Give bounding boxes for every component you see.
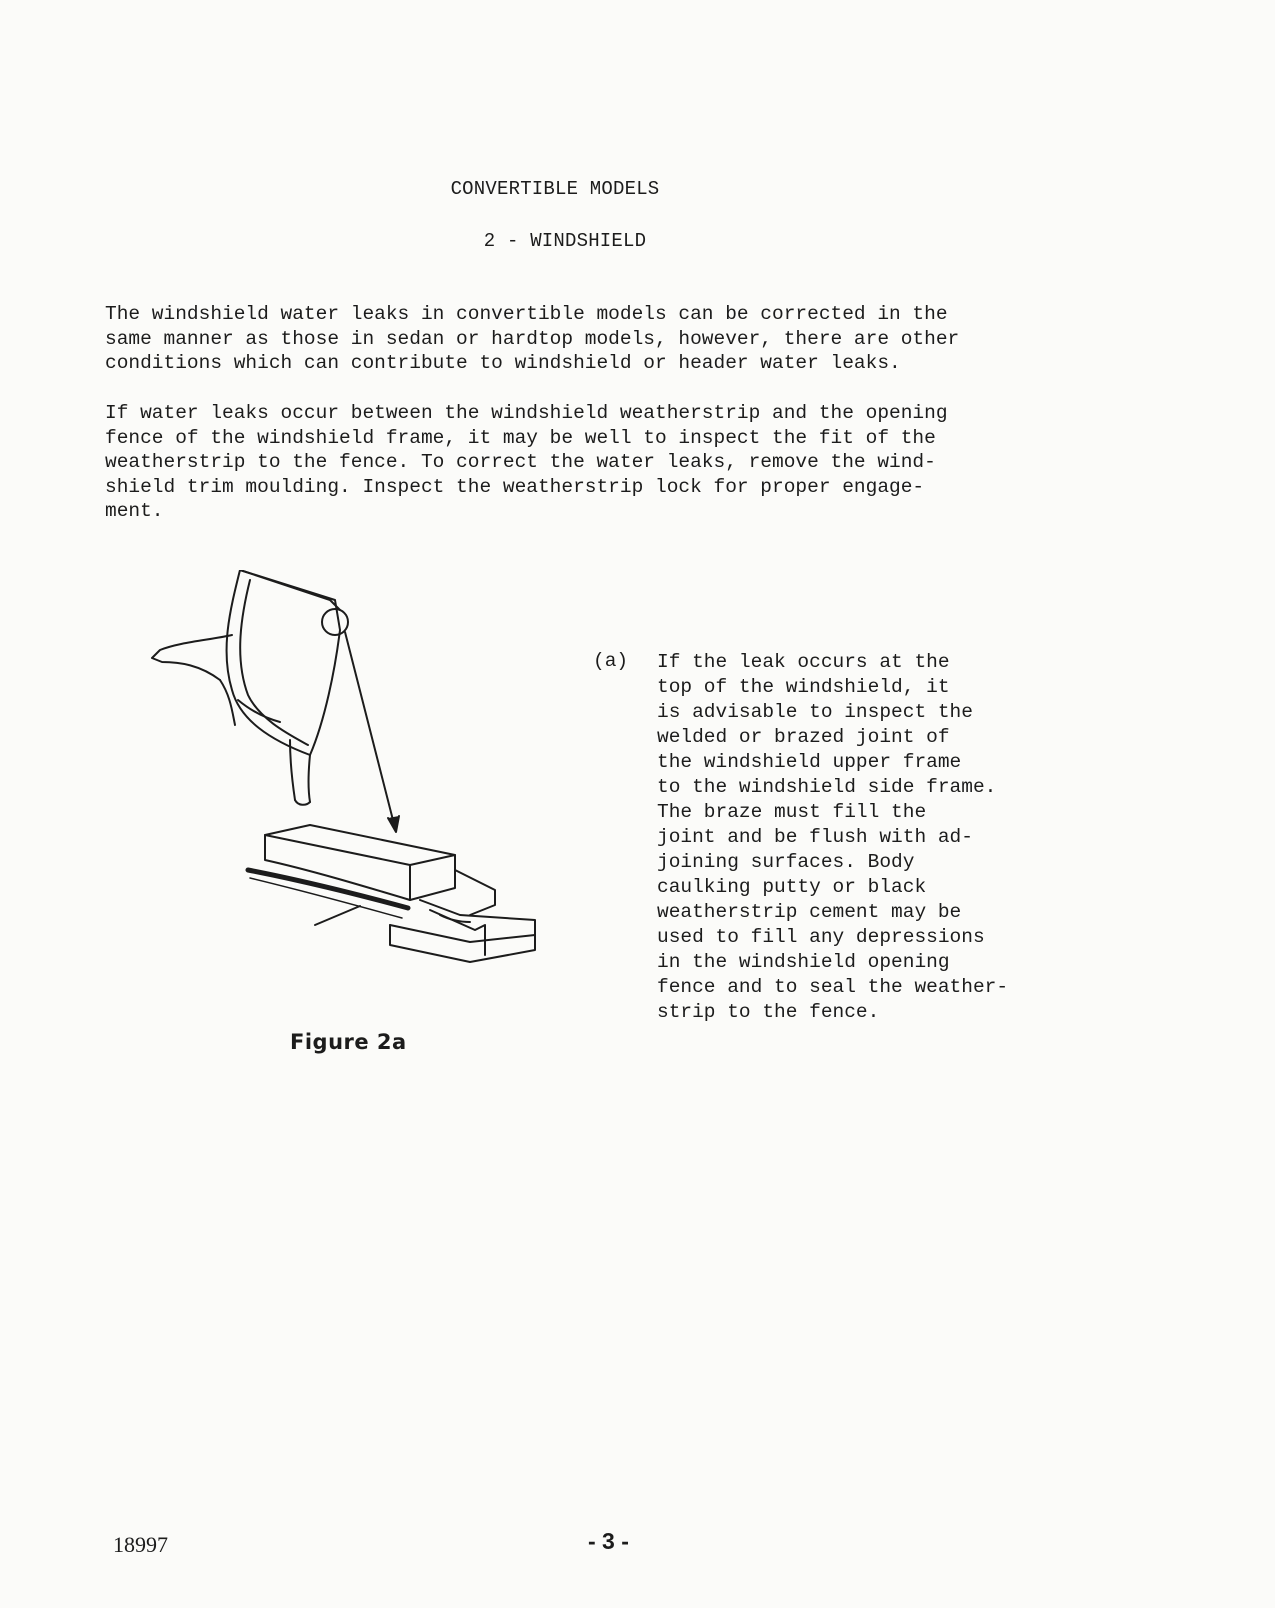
lower-pointer-line (315, 906, 360, 925)
paragraph-weatherstrip: If water leaks occur between the windshield weatherstrip and the opening fence of the windshield frame, it may be well to inspect the fit of the weatherstrip to the fence. To correct the water leaks, remove the wind- shield trim moulding. Inspect the weatherstrip lock for proper engage- ment. (105, 402, 948, 522)
leader-arrow-line (345, 632, 395, 828)
subsection-title: 2 - WINDSHIELD (483, 230, 647, 252)
page-number: - 3 - (588, 1528, 629, 1554)
figure-caption: Figure 2a (290, 1030, 407, 1054)
windshield-frame-illustration (140, 570, 570, 1010)
weatherstrip-top-face (265, 825, 455, 865)
list-item-text: If the leak occurs at the top of the windshield, it is advisable to inspect the welded or brazed joint of the windshield upper frame to the windshield side frame. The braze must fill the joint and be flush with ad- joining surfaces. Body caulking putty or black weatherstrip cement may be used to fill any depressions in the windshield opening fence and to seal the weather- strip to the fence. (657, 651, 1009, 1023)
detail-circle (322, 609, 348, 635)
frame-top-edge (240, 570, 340, 610)
section-title: CONVERTIBLE MODELS (450, 178, 660, 200)
document-number: 18997 (113, 1532, 168, 1557)
leader-arrowhead (388, 816, 399, 832)
paragraph-intro: The windshield water leaks in convertible models can be corrected in the same manner as those in sedan or hardtop models, however, there are other conditions which can contribute to windshield or header water leaks. (105, 303, 960, 374)
list-item-marker: (a) (593, 650, 629, 672)
